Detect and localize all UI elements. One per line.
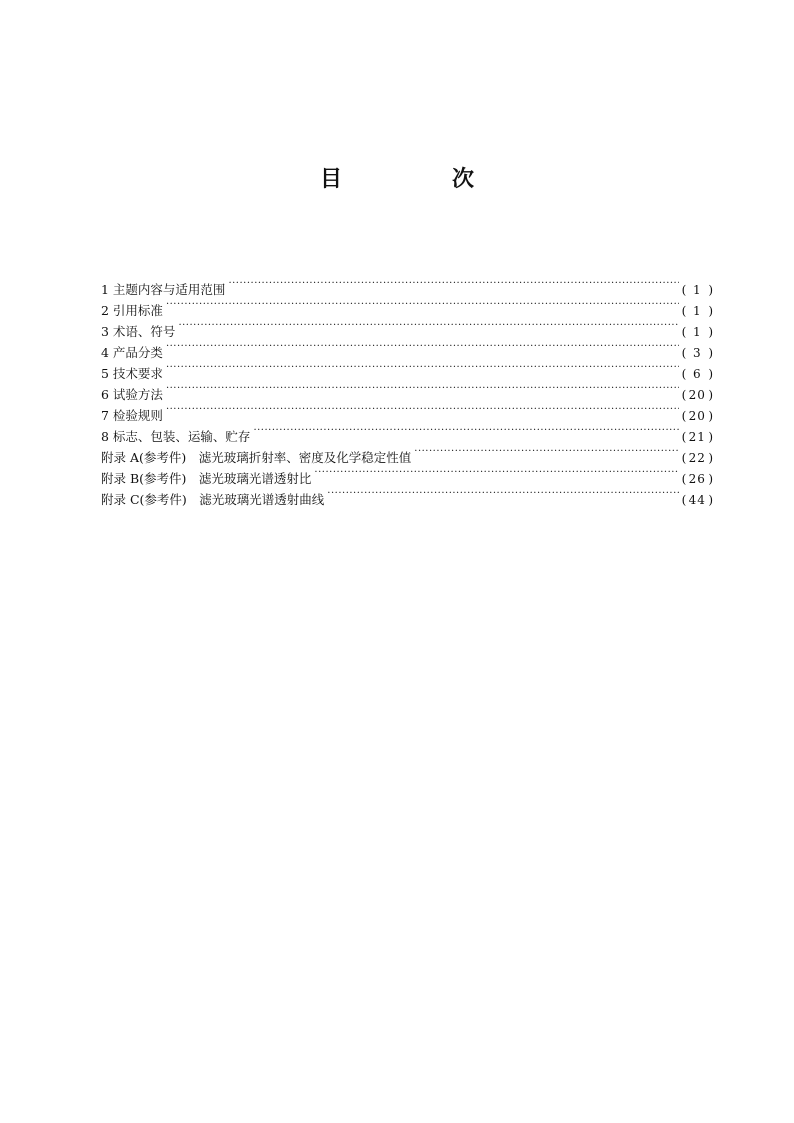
toc-dot-leader [414,441,678,462]
toc-page-number: ( 44 ) [681,493,713,507]
toc-entry-text: 7 检验规则 [101,408,163,423]
toc-dot-leader [314,462,678,483]
toc-entry-text: 5 技术要求 [101,366,163,381]
toc-entry[interactable] [101,378,713,402]
toc-page-number: ( 20 ) [681,388,713,402]
toc-page-number: ( 3 ) [681,346,713,360]
toc-dot-leader [166,294,679,315]
toc-entry-text: 3 术语、符号 [101,324,176,339]
toc-dot-leader [166,399,679,420]
toc-entry-text: 4 产品分类 [101,345,163,360]
toc-page-number: ( 6 ) [681,367,713,381]
toc-entry[interactable] [101,336,713,360]
toc-entry[interactable] [101,273,713,297]
toc-dot-leader [228,273,678,294]
toc-dot-leader [166,357,679,378]
toc-dot-leader [253,420,678,441]
toc-page-number: ( 1 ) [681,325,713,339]
toc-entry-text: 附录 B(参考件) 滤光玻璃光谱透射比 [101,471,312,486]
toc-entry-text: 6 试验方法 [101,387,163,402]
toc-page-number: ( 1 ) [681,283,713,297]
toc-dot-leader [327,483,678,504]
toc-dot-leader [166,378,679,399]
toc-entry[interactable] [101,315,713,339]
toc-dot-leader [178,315,678,336]
toc-entry[interactable] [101,420,713,444]
toc-page-number: ( 1 ) [681,304,713,318]
toc-page-number: ( 26 ) [681,472,713,486]
page-title: 目 次 [319,167,518,192]
toc-page-number: ( 21 ) [681,430,713,444]
toc-page-number: ( 22 ) [681,451,713,465]
toc-entry-text: 8 标志、包装、运输、贮存 [101,429,251,444]
toc-page-number: ( 20 ) [681,409,713,423]
toc-entry[interactable] [101,357,713,381]
toc-dot-leader [166,336,679,357]
toc-entry-text: 2 引用标准 [101,303,163,318]
toc-entry-text: 附录 C(参考件) 滤光玻璃光谱透射曲线 [101,492,325,507]
toc-entry[interactable] [101,399,713,423]
toc-entry-text: 附录 A(参考件) 滤光玻璃折射率、密度及化学稳定性值 [101,450,412,465]
toc-entry[interactable] [101,294,713,318]
table-of-contents [101,273,713,507]
toc-entry-text: 1 主题内容与适用范围 [101,282,226,297]
